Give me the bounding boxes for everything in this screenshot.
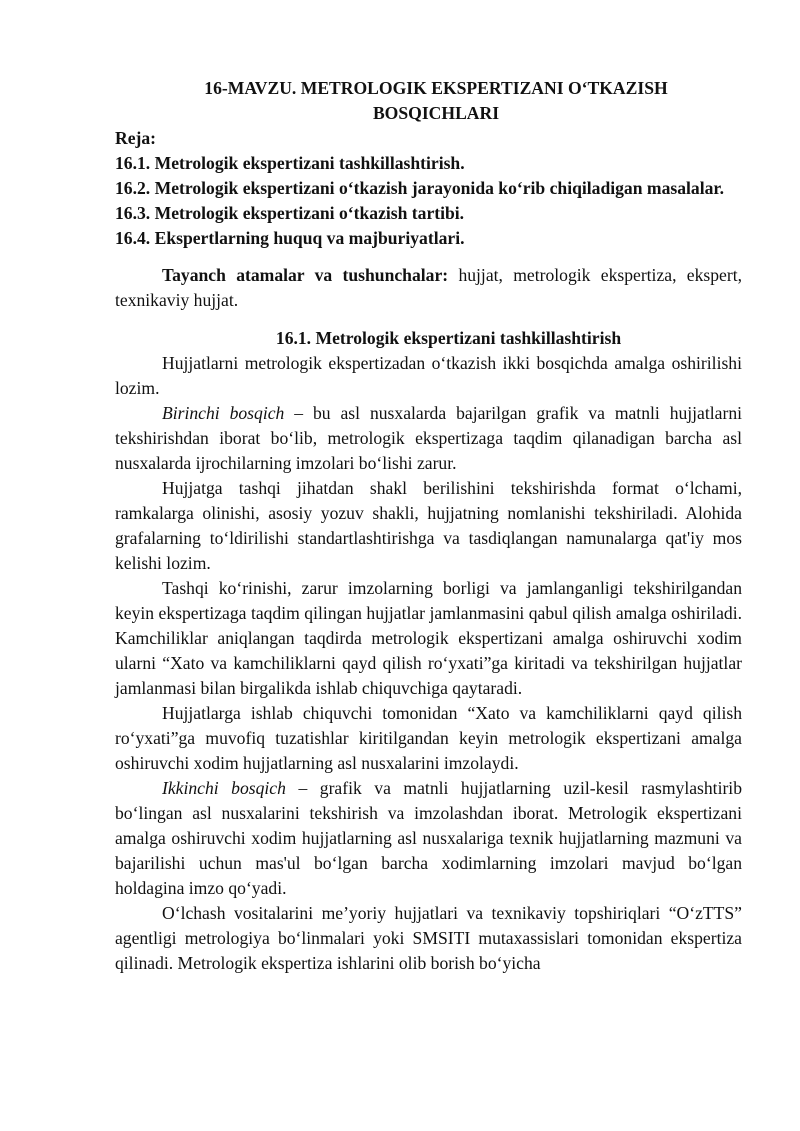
paragraph-text: Tashqi ko‘rinishi, zarur imzolarning borligi va jamlanganligi tekshirilgandan keyin ekspertizaga taqdim qilingan hujjatlar jamlanmasini qabul qilish amalga oshiriladi. Kamchiliklar aniqlangan taqdirda metrologik ekspertizani amalga oshiruvchi xodim ularni “Xato va kamchiliklarni qayd qilish ro‘yxati”ga kiritadi va tekshirilgan hujjatlar jamlanmasi bilan birgalikda ishlab chiquvchiga qaytaradi. [115, 578, 742, 698]
keywords-label: Tayanch atamalar va tushunchalar: [162, 265, 449, 285]
body-paragraph [115, 351, 742, 401]
title-line-1: 16-MAVZU. METROLOGIK EKSPERTIZANI O‘TKAZISH [204, 78, 668, 98]
keywords-paragraph [115, 263, 742, 313]
body-paragraph [115, 901, 742, 976]
body-paragraph [115, 701, 742, 776]
paragraph-text: Hujjatga tashqi jihatdan shakl berilishini tekshirishda format o‘lchami, ramkalarga olinishi, asosiy yozuv shakli, hujjatning nomlanishi tekshiriladi. Alohida grafalarning to‘ldirilishi standartlashtirishga va tasdiqlangan namunalarga qat'iy mos kelishi lozim. [115, 478, 742, 573]
document-title [115, 76, 742, 126]
plan-item: 16.1. Metrologik ekspertizani tashkillashtirish. [115, 153, 465, 173]
body-paragraph [115, 401, 742, 476]
section-title: 16.1. Metrologik ekspertizani tashkillashtirish [275, 328, 622, 348]
title-line-2: BOSQICHLARI [372, 103, 500, 123]
paragraph-text: Hujjatlarni metrologik ekspertizadan o‘tkazish ikki bosqichda amalga oshirilishi lozim. [115, 353, 742, 398]
paragraph-italic-lead: Ikkinchi bosqich [162, 778, 286, 798]
plan-item: 16.2. Metrologik ekspertizani o‘tkazish jarayonida ko‘rib chiqiladigan masalalar. [115, 178, 724, 198]
paragraph-text: – bu asl nusxalarda bajarilgan grafik va matnli hujjatlarni tekshirishdan iborat bo‘lib, metrologik ekspertizaga taqdim qilanadigan barcha asl nusxalarda ijrochilarning imzolari bo‘lishi zarur. [115, 403, 742, 473]
plan-heading: Reja: [115, 128, 157, 148]
plan-item: 16.3. Metrologik ekspertizani o‘tkazish tartibi. [115, 203, 465, 223]
plan-item: 16.4. Ekspertlarning huquq va majburiyatlari. [115, 228, 465, 248]
keywords-text: hujjat, metrologik ekspertiza, ekspert, texnikaviy hujjat. [115, 265, 742, 310]
paragraph-text: – grafik va matnli hujjatlarning uzil-kesil rasmylashtirib bo‘lingan asl nusxalarini tekshirish va imzolashdan iborat. Metrologik ekspertizani amalga oshiruvchi xodim hujjatlarning asl nusxalariga texnik hujjatlarning mazmuni va bajarilishi uchun mas'ul bo‘lgan barcha xodimlarning imzolari mavjud bo‘lgan holdagina imzo qo‘yadi. [115, 778, 742, 898]
body-paragraph [115, 776, 742, 901]
document-page [115, 76, 742, 976]
paragraph-italic-lead: Birinchi bosqich [162, 403, 285, 423]
paragraph-text: O‘lchash vositalarini me’yoriy hujjatlari va texnikaviy topshiriqlari “O‘zTTS” agentligi metrologiya bo‘linmalari yoki SMSITI mutaxassislari tomonidan ekspertiza qilinadi. Metrologik ekspertiza ishlarini olib borish bo‘yicha [115, 903, 742, 973]
body-paragraph [115, 476, 742, 576]
body-paragraph [115, 576, 742, 701]
paragraph-text: Hujjatlarga ishlab chiquvchi tomonidan “Xato va kamchiliklarni qayd qilish ro‘yxati”ga muvofiq tuzatishlar kiritilgandan keyin metrologik ekspertizani amalga oshiruvchi xodim hujjatlarning asl nusxalarini imzolaydi. [115, 703, 742, 773]
